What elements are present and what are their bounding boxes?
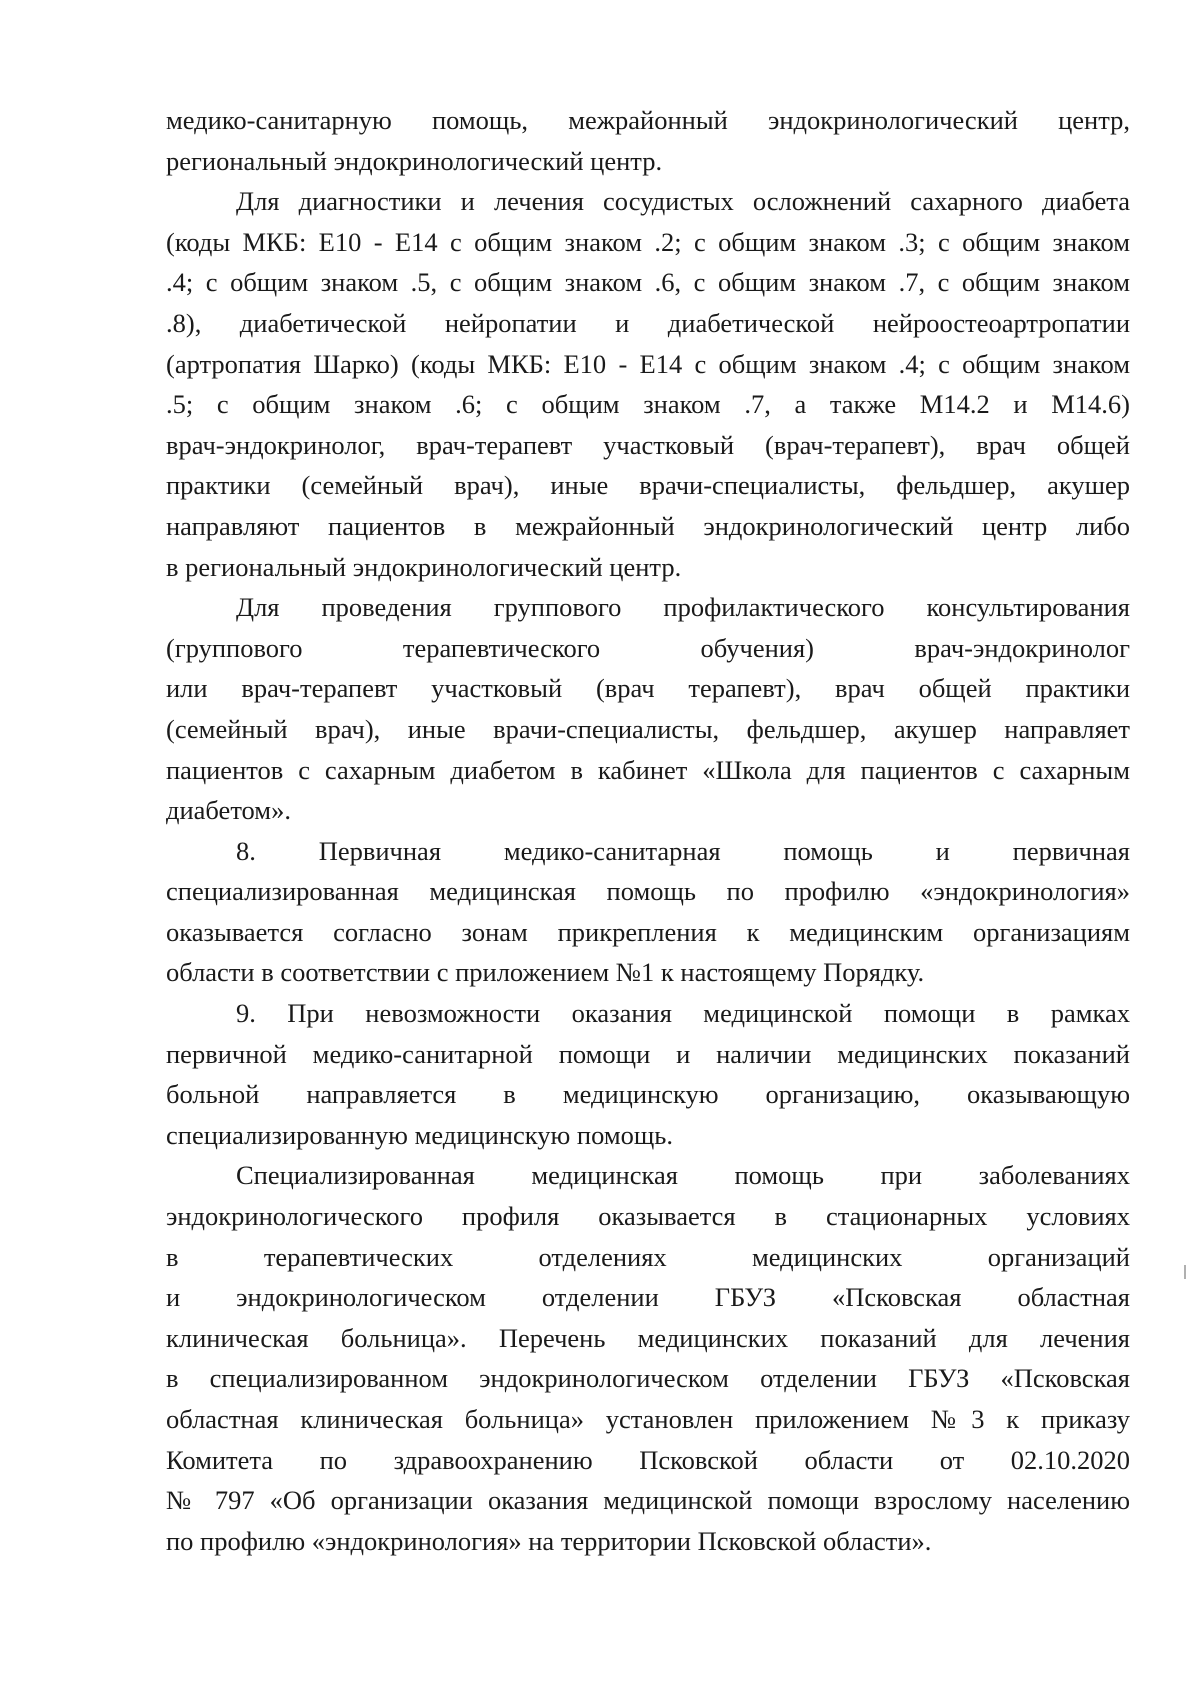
text-line: области в соответствии с приложением №1 к настоящему Порядку. — [166, 957, 925, 988]
text-line: первичной медико-санитарной помощи и наличии медицинских показаний — [166, 1038, 1130, 1069]
text-line: направляют пациентов в межрайонный эндокринологический центр либо — [166, 510, 1130, 541]
text-line: практики (семейный врач), иные врачи-специалисты, фельдшер, акушер — [166, 470, 1130, 501]
text-line: .5; с общим знаком .6; с общим знаком .7, а также М14.2 и М14.6) — [166, 389, 1130, 420]
text-line: специализированную медицинскую помощь. — [166, 1119, 673, 1150]
text-line: областная клиническая больница» установлен приложением №3 к приказу — [166, 1404, 1130, 1434]
paragraph-vascular-complications — [166, 181, 1130, 587]
text-line: пациентов с сахарным диабетом в кабинет «Школа для пациентов с сахарным — [166, 754, 1130, 785]
paragraph-item-9 — [166, 993, 1130, 1155]
text-line: (семейный врач), иные врачи-специалисты, фельдшер, акушер направляет — [166, 713, 1130, 744]
text-line: .8), диабетической нейропатии и диабетической нейроостеоартропатии — [166, 307, 1130, 338]
paragraph-continuation — [166, 100, 1130, 181]
paragraph-specialized-care — [166, 1155, 1130, 1561]
text-line: региональный эндокринологический центр. — [166, 145, 663, 176]
text-line: 8. Первичная медико-санитарная помощь и первичная — [236, 835, 1130, 866]
text-line: (коды МКБ: Е10 - Е14 с общим знаком .2; с общим знаком .3; с общим знаком — [166, 226, 1130, 257]
text-line: диабетом». — [166, 795, 291, 826]
text-line: Для диагностики и лечения сосудистых осложнений сахарного диабета — [236, 186, 1130, 217]
paragraph-group-counseling — [166, 587, 1130, 831]
paragraph-item-8 — [166, 831, 1130, 993]
text-line: по профилю «эндокринология» на территории Псковской области». — [166, 1525, 932, 1556]
text-line: (артропатия Шарко) (коды МКБ: Е10 - Е14 с общим знаком .4; с общим знаком — [166, 348, 1130, 379]
text-line: в специализированном эндокринологическом отделении ГБУЗ «Псковская — [166, 1363, 1130, 1394]
text-line: и эндокринологическом отделении ГБУЗ «Псковская областная — [166, 1282, 1130, 1313]
text-line: медико-санитарную помощь, межрайонный эндокринологический центр, — [166, 105, 1130, 135]
text-line: в терапевтических отделениях медицинских организаций — [166, 1241, 1130, 1272]
text-line: Комитета по здравоохранению Псковской области от 02.10.2020 — [166, 1444, 1130, 1475]
scan-mark — [1184, 1265, 1186, 1279]
text-line: врач-эндокринолог, врач-терапевт участковый (врач-терапевт), врач общей — [166, 429, 1130, 460]
text-line: или врач-терапевт участковый (врач терапевт), врач общей практики — [166, 673, 1130, 704]
text-line: Для проведения группового профилактического консультирования — [236, 592, 1130, 623]
text-line: клиническая больница». Перечень медицинских показаний для лечения — [166, 1322, 1130, 1353]
text-line: .4; с общим знаком .5, с общим знаком .6, с общим знаком .7, с общим знаком — [166, 267, 1130, 298]
text-line: оказывается согласно зонам прикрепления к медицинским организациям — [166, 916, 1130, 947]
text-line: больной направляется в медицинскую организацию, оказывающую — [166, 1079, 1130, 1110]
text-line: 9. При невозможности оказания медицинской помощи в рамках — [236, 998, 1130, 1029]
text-line: № 797 «Об организации оказания медицинской помощи взрослому населению — [166, 1485, 1130, 1516]
text-line: специализированная медицинская помощь по профилю «эндокринология» — [166, 876, 1130, 907]
text-line: в региональный эндокринологический центр. — [166, 551, 682, 582]
text-line: эндокринологического профиля оказывается в стационарных условиях — [166, 1201, 1130, 1232]
text-line: Специализированная медицинская помощь при заболеваниях — [236, 1160, 1130, 1191]
text-line: (группового терапевтического обучения) врач-эндокринолог — [166, 632, 1130, 663]
document-body — [166, 100, 1130, 1561]
